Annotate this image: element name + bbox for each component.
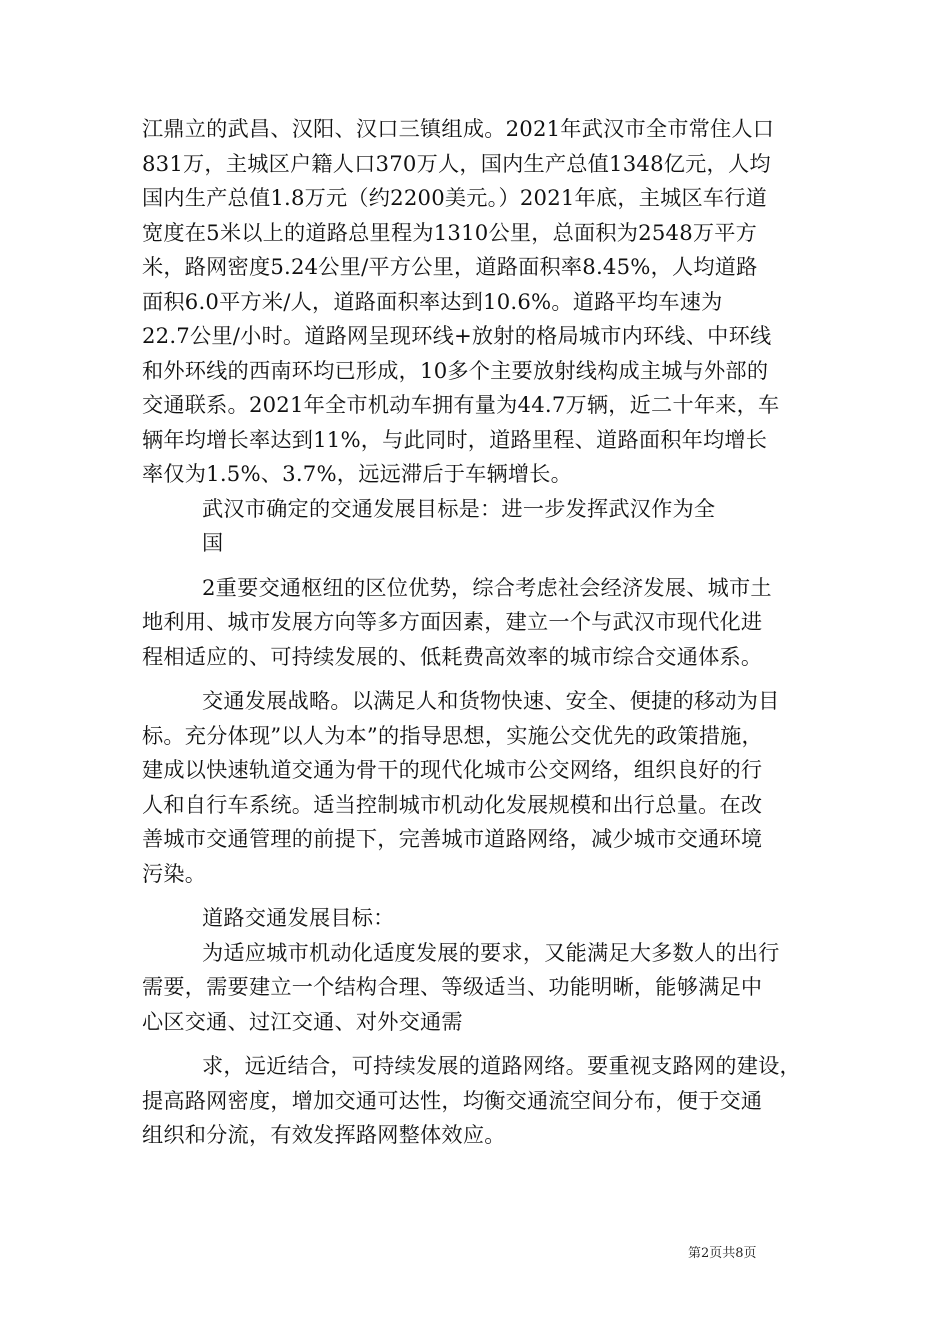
page-number: 第2页共8页 — [688, 1246, 757, 1261]
text-line: 提高路网密度，增加交通可达性，均衡交通流空间分布，便于交通 — [142, 1087, 763, 1113]
document-body — [142, 112, 822, 1153]
text-line: 武汉市确定的交通发展目标是：进一步发挥武汉作为全 — [202, 495, 716, 521]
text-line: 标。充分体现”以人为本”的指导思想，实施公交优先的政策措施， — [142, 722, 763, 748]
text-line: 辆年均增长率达到11%，与此同时，道路里程、道路面积年均增长 — [142, 426, 768, 452]
text-line: 米，路网密度5.24公里/平方公里，道路面积率8.45%，人均道路 — [142, 254, 758, 279]
text-line: 人和自行车系统。适当控制城市机动化发展规模和出行总量。在改 — [142, 791, 763, 817]
text-line: 心区交通、过江交通、对外交通需 — [142, 1008, 463, 1034]
text-line: 和外环线的西南环均已形成，10多个主要放射线构成主城与外部的 — [142, 357, 769, 383]
text-line: 交通发展战略。以满足人和货物快速、安全、便捷的移动为目 — [202, 688, 780, 713]
text-line: 国 — [202, 530, 224, 555]
text-line: 程相适应的、可持续发展的、低耗费高效率的城市综合交通体系。 — [142, 643, 763, 669]
text-line: 国内生产总值1.8万元（约2200美元。）2021年底，主城区车行道 — [142, 185, 768, 210]
text-line: 为适应城市机动化适度发展的要求，又能满足大多数人的出行 — [202, 939, 780, 965]
text-line: 污染。 — [142, 860, 207, 886]
text-line: 宽度在5米以上的道路总里程为1310公里，总面积为2548万平方 — [142, 219, 758, 245]
text-line: 率仅为1.5%、3.7%，远远滞后于车辆增长。 — [142, 461, 573, 486]
text-line: 2重要交通枢纽的区位优势，综合考虑社会经济发展、城市土 — [202, 574, 772, 600]
text-line: 地利用、城市发展方向等多方面因素，建立一个与武汉市现代化进 — [142, 609, 763, 634]
text-line: 求，远近结合，可持续发展的道路网络。要重视支路网的建设， — [202, 1053, 801, 1078]
text-line: 交通联系。2021年全市机动车拥有量为44.7万辆，近二十年来，车 — [142, 392, 780, 417]
text-line: 面积6.0平方米/人，道路面积率达到10.6%。道路平均车速为 — [142, 288, 723, 314]
text-line: 道路交通发展目标： — [202, 905, 395, 930]
text-line: 22.7公里/小时。道路网呈现环线+放射的格局城市内环线、中环线 — [142, 323, 772, 348]
text-line: 组织和分流，有效发挥路网整体效应。 — [142, 1122, 506, 1147]
text-line: 建成以快速轨道交通为骨干的现代化城市公交网络，组织良好的行 — [142, 757, 763, 782]
text-line: 需要，需要建立一个结构合理、等级适当、功能明晰，能够满足中 — [142, 974, 763, 999]
text-line: 831万，主城区户籍人口370万人，国内生产总值1348亿元，人均 — [142, 150, 771, 176]
text-line: 江鼎立的武昌、汉阳、汉口三镇组成。2021年武汉市全市常住人口 — [142, 116, 775, 141]
text-line: 善城市交通管理的前提下，完善城市道路网络，减少城市交通环境 — [142, 826, 763, 851]
